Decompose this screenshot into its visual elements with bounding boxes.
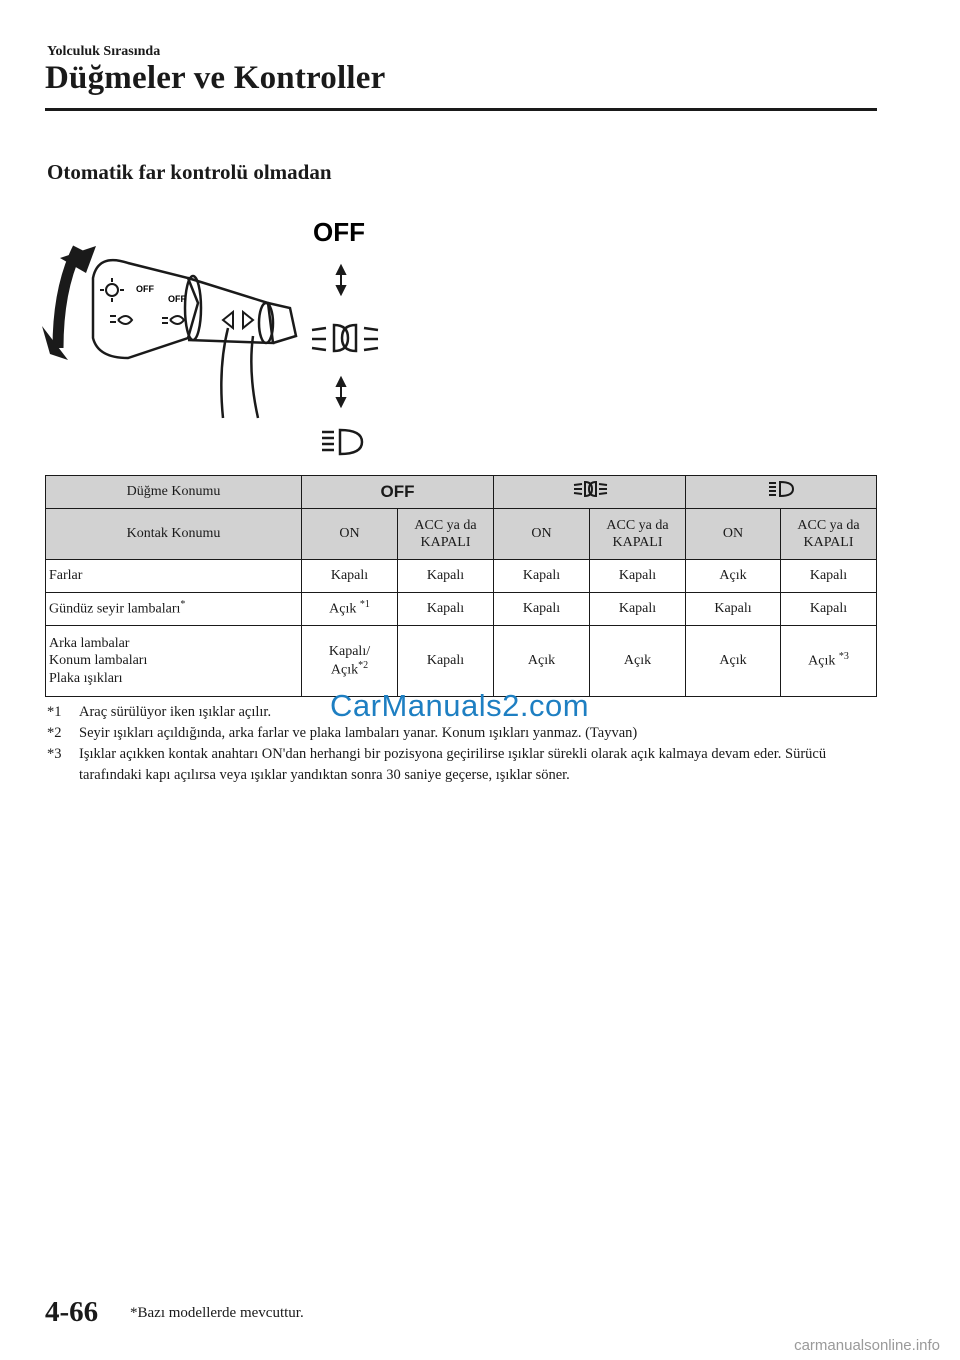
header-parking-light	[494, 476, 686, 509]
table-cell: Kapalı	[781, 560, 877, 593]
parking-light-icon	[570, 480, 610, 498]
headlight-icon	[766, 480, 796, 498]
table-cell: Kapalı	[686, 593, 781, 626]
row-label-line: Konum lambaları	[49, 653, 148, 669]
watermark: CarManuals2.com	[330, 688, 590, 723]
footer-site: carmanualsonline.info	[794, 1337, 940, 1354]
table-cell: Açık	[590, 626, 686, 697]
table-header-row	[46, 509, 877, 560]
table-cell	[302, 593, 398, 626]
table-cell: Kapalı	[781, 593, 877, 626]
subsection-title: Otomatik far kontrolü olmadan	[47, 160, 332, 184]
table-cell: Kapalı	[494, 560, 590, 593]
cell-text: Açık	[330, 662, 359, 678]
footnote	[47, 744, 877, 786]
section-label: Yolculuk Sırasında	[47, 44, 161, 59]
rotation-arrow-icon	[42, 246, 96, 360]
headlight-switch-diagram	[38, 208, 398, 463]
row-label: Farlar	[46, 560, 302, 593]
headlight-position-icon	[322, 430, 362, 454]
arrow-updown-icon-2	[337, 378, 345, 406]
footnote-text: Seyir ışıkları açıldığında, arka farlar ve plaka lambaları yanar. Konum ışıkları yanmaz. (Tayvan)	[79, 725, 638, 741]
footer-note: *Bazı modellerde mevcuttur.	[130, 1305, 304, 1321]
row-label	[46, 626, 302, 697]
footnote-text: Işıklar açıkken kontak anahtarı ON'dan herhangi bir pozisyona geçirilirse ışıklar sürekli olarak açık kalmaya devam eder. Sürücü tarafındaki kapı açılırsa veya ışıklar yandıktan sonra 30 saniye geçerse, ışıklar söner.	[79, 746, 827, 783]
page-number: 4-66	[45, 1296, 99, 1328]
cell-text: Kapalı/	[328, 643, 371, 659]
light-status-table	[45, 475, 877, 697]
header-cell: ACC ya da KAPALI	[398, 509, 494, 560]
table-cell	[302, 626, 398, 697]
table-row	[46, 593, 877, 626]
header-cell: ACC ya da KAPALI	[781, 509, 877, 560]
title-rule	[45, 108, 877, 111]
table-cell: Kapalı	[590, 560, 686, 593]
footnote-mark: *2	[358, 660, 369, 672]
row-label	[46, 593, 302, 626]
table-cell: Açık	[686, 626, 781, 697]
table-cell: Kapalı	[398, 593, 494, 626]
table-cell: Kapalı	[590, 593, 686, 626]
footnote-mark: *	[180, 599, 186, 611]
footnote-mark: *1	[359, 599, 370, 611]
header-off	[302, 476, 494, 509]
row-label-line: Arka lambalar	[49, 635, 130, 651]
cell-text: Açık	[329, 602, 360, 618]
table-cell: Açık	[494, 626, 590, 697]
footnote-mark: *3	[47, 746, 62, 762]
table-row	[46, 560, 877, 593]
chapter-title: Düğmeler ve Kontroller	[45, 60, 386, 96]
table-header-row	[46, 476, 877, 509]
table-cell: Açık	[686, 560, 781, 593]
parking-light-position-icon	[312, 325, 378, 351]
table-row	[46, 626, 877, 697]
stalk-lever	[93, 260, 296, 418]
off-label: OFF	[380, 482, 415, 502]
arrow-updown-icon	[337, 266, 345, 294]
footnote-mark: *1	[47, 704, 62, 720]
table-cell: Kapalı	[494, 593, 590, 626]
header-headlight	[686, 476, 877, 509]
header-cell: ON	[302, 509, 398, 560]
cell-text: Açık	[808, 654, 839, 670]
row-label-text: Gündüz seyir lambaları	[49, 602, 181, 618]
footnote-mark: *2	[47, 725, 62, 741]
header-switch-position: Düğme Konumu	[46, 476, 302, 509]
stalk-off-label-2: OFF	[168, 294, 186, 304]
footnote	[47, 723, 877, 744]
stalk-off-label-1: OFF	[136, 284, 154, 294]
table-cell: Kapalı	[398, 626, 494, 697]
header-cell: ON	[494, 509, 590, 560]
footnote-mark: *3	[838, 651, 849, 663]
table-cell	[781, 626, 877, 697]
footnote-text: Araç sürülüyor iken ışıklar açılır.	[79, 704, 272, 720]
header-cell: ACC ya da KAPALI	[590, 509, 686, 560]
header-cell: ON	[686, 509, 781, 560]
row-label-line: Plaka ışıkları	[49, 670, 123, 686]
header-ignition-position: Kontak Konumu	[46, 509, 302, 560]
off-position-label: OFF	[313, 217, 365, 247]
table-cell: Kapalı	[398, 560, 494, 593]
turn-signal-icon	[223, 312, 253, 328]
table-cell: Kapalı	[302, 560, 398, 593]
